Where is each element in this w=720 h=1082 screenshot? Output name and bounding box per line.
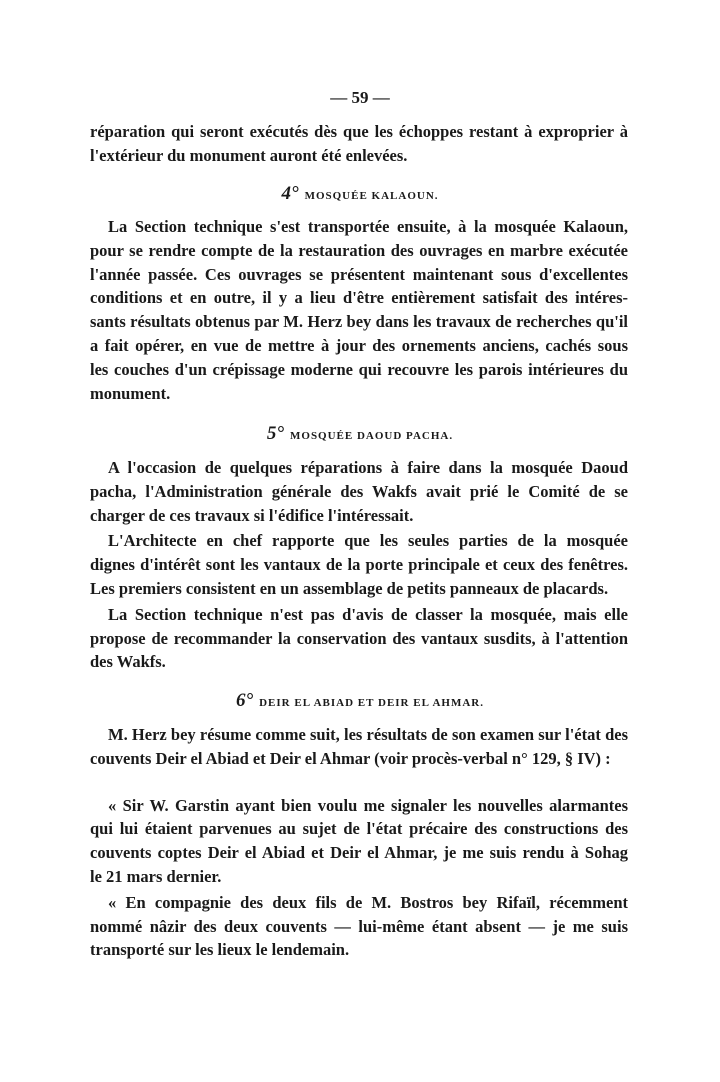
section-number: 4°: [281, 183, 299, 204]
intro-paragraph: [90, 120, 628, 168]
paragraph: [90, 603, 628, 674]
text-line: L'Architecte en chef rapporte que les seules parties de la mosquée: [108, 531, 628, 551]
text-line: qui lui étaient parvenues au sujet de l'état précaire des constructions des: [90, 819, 628, 839]
text-line: dignes d'intérêt sont les vantaux de la porte principale et ceux des fenêtres.: [90, 555, 628, 575]
text-line: les couches d'un crépissage moderne qui recouvre les parois intérieures du: [90, 359, 628, 379]
section-number: 5°: [266, 423, 284, 444]
section-body-4: [90, 215, 628, 405]
text-line: l'année passée. Ces ouvrages se présentent maintenant sous d'excellentes: [90, 264, 628, 284]
text-line: M. Herz bey résume comme suit, les résultats de son examen sur l'état des: [108, 725, 628, 744]
section-title: MOSQUÉE DAOUD PACHA.: [290, 430, 454, 442]
section-body-6: [90, 723, 628, 962]
section-heading-4: [0, 183, 720, 205]
text-line: a fait opérer, en vue de mettre à jour des ornements anciens, cachés sous: [90, 335, 628, 355]
text-line: conditions et en outre, il y a lieu d'être entièrement satisfait des intéres-: [90, 288, 628, 308]
section-heading-5: [0, 423, 720, 445]
text-line: pacha, l'Administration générale des Wakfs avait prié le Comité de se: [90, 481, 628, 501]
text-line: propose de recommander la conservation des vantaux susdits, à l'attention: [90, 628, 628, 648]
paragraph: [90, 794, 628, 889]
text-line: couvents Deir el Abiad et Deir el Ahmar (voir procès-verbal n° 129, § IV) :: [90, 748, 611, 768]
text-line: « En compagnie des deux fils de M. Bostros bey Rifaïl, récemment: [108, 892, 628, 912]
section-number: 6°: [236, 690, 254, 711]
text-line: le 21 mars dernier.: [90, 866, 222, 886]
text-line: l'extérieur du monument auront été enlevées.: [90, 145, 408, 165]
text-line: charger de ces travaux si l'édifice l'intéressait.: [90, 505, 414, 525]
text-line: sants résultats obtenus par M. Herz bey dans les travaux de recherches qu'il: [90, 312, 628, 332]
section-title: MOSQUÉE KALAOUN.: [304, 190, 439, 202]
paragraph: [90, 215, 628, 405]
text-line: transporté sur les lieux le lendemain.: [90, 940, 350, 960]
text-line: monument.: [90, 383, 171, 403]
paragraph: [90, 723, 628, 771]
text-line: nommé nâzir des deux couvents — lui-même étant absent — je me suis: [90, 916, 628, 936]
text-line: des Wakfs.: [90, 652, 166, 672]
section-heading-6: [0, 690, 720, 712]
text-line: réparation qui seront exécutés dès que les échoppes restant à exproprier à: [90, 122, 628, 141]
text-line: La Section technique s'est transportée ensuite, à la mosquée Kalaoun,: [108, 217, 628, 236]
paragraph: [90, 529, 628, 600]
text-line: Les premiers consistent en un assemblage de petits panneaux de placards.: [90, 578, 609, 598]
section-body-5: [90, 456, 628, 674]
text-line: couvents coptes Deir el Abiad et Deir el Ahmar, je me suis rendu à Sohag: [90, 843, 628, 863]
paragraph: [90, 891, 628, 962]
paragraph: [90, 456, 628, 527]
text-line: « Sir W. Garstin ayant bien voulu me signaler les nouvelles alarmantes: [108, 795, 628, 815]
text-line: La Section technique n'est pas d'avis de classer la mosquée, mais elle: [108, 604, 628, 624]
page-number: — 59 —: [330, 88, 390, 107]
text-line: pour se rendre compte de la restauration des ouvrages en marbre exécutée: [90, 240, 628, 260]
paragraph: [90, 120, 628, 168]
section-title: DEIR EL ABIAD ET DEIR EL AHMAR.: [259, 697, 484, 709]
text-line: A l'occasion de quelques réparations à faire dans la mosquée Daoud: [108, 458, 628, 477]
